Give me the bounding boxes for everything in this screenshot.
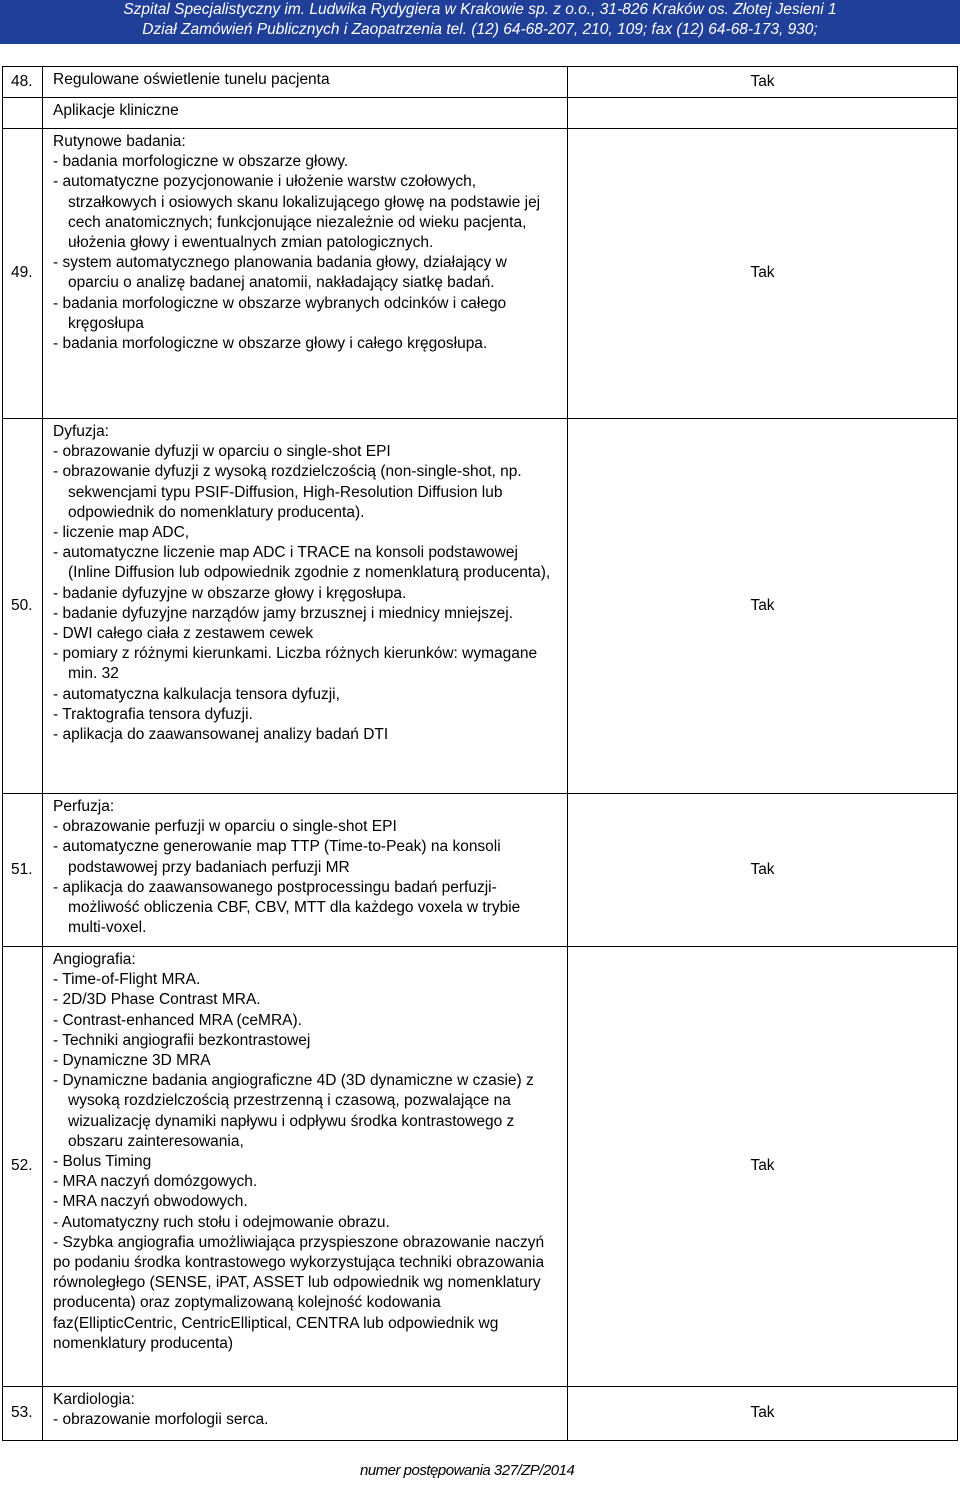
table-row xyxy=(3,947,958,1387)
row-number: 48. xyxy=(3,67,43,98)
row-value: Tak xyxy=(568,129,958,419)
list-item: - badanie dyfuzyjne narządów jamy brzusznej i miednicy mniejszej. xyxy=(53,604,514,622)
row-value: Tak xyxy=(568,947,958,1387)
header-line-2: Dział Zamówień Publicznych i Zaopatrzenia tel. (12) 64-68-207, 210, 109; fax (12) 64-68-173, 930; xyxy=(142,21,818,38)
list-item: - system automatycznego planowania badania głowy, działający w oparciu o analizę badanej anatomii, nakładający siatkę badań. xyxy=(53,254,507,292)
row-value: Tak xyxy=(568,67,958,98)
list-item: - Contrast-enhanced MRA (ceMRA). xyxy=(53,1011,302,1029)
row-value: Tak xyxy=(568,419,958,794)
table-row xyxy=(3,419,958,794)
row-description: Regulowane oświetlenie tunelu pacjenta xyxy=(53,71,330,88)
row-value: Tak xyxy=(568,1387,958,1441)
list-item: - Dynamiczne 3D MRA xyxy=(53,1052,211,1070)
row-number: 51. xyxy=(3,794,43,947)
list-item: - DWI całego ciała z zestawem cewek xyxy=(53,625,314,643)
list-item: - automatyczne liczenie map ADC i TRACE na konsoli podstawowej (Inline Diffusion lub odpowiednik zgodnie z nomenklaturą producenta), xyxy=(53,544,551,582)
footer-text: numer postępowania 327/ZP/2014 xyxy=(360,1462,575,1479)
row-title: Perfuzja: xyxy=(53,798,115,815)
row-description xyxy=(43,1387,567,1434)
section-heading: Aplikacje kliniczne xyxy=(53,102,179,119)
table-row xyxy=(3,98,958,129)
list-item: - Bolus Timing xyxy=(53,1153,152,1171)
row-title: Angiografia: xyxy=(53,951,136,968)
list-item: - badania morfologiczne w obszarze głowy. xyxy=(53,153,349,171)
list-item: - Time-of-Flight MRA. xyxy=(53,971,201,989)
row-description xyxy=(43,419,567,749)
table-row xyxy=(3,1387,958,1441)
list-item: - aplikacja do zaawansowanej analizy badań DTI xyxy=(53,726,389,744)
table-row xyxy=(3,129,958,419)
list-item: - obrazowanie perfuzji w oparciu o single-shot EPI xyxy=(53,818,397,836)
table-row xyxy=(3,67,958,98)
list-item: - Traktografia tensora dyfuzji. xyxy=(53,705,253,723)
row-number: 52. xyxy=(3,947,43,1387)
list-item: - obrazowanie morfologii serca. xyxy=(53,1411,269,1429)
header-line-1: Szpital Specjalistyczny im. Ludwika Rydygiera w Krakowie sp. z o.o., 31-826 Kraków os. Złotej Jesieni 1 xyxy=(123,1,837,18)
list-item: - pomiary z różnymi kierunkami. Liczba różnych kierunków: wymagane min. 32 xyxy=(53,645,538,683)
row-number: 50. xyxy=(3,419,43,794)
row-description xyxy=(43,947,567,1358)
list-item: - MRA naczyń obwodowych. xyxy=(53,1193,248,1211)
row-title: Rutynowe badania: xyxy=(53,133,186,150)
table-row xyxy=(3,794,958,947)
document-header xyxy=(0,0,960,44)
list-item: - obrazowanie dyfuzji w oparciu o single-shot EPI xyxy=(53,443,391,461)
list-item: - badania morfologiczne w obszarze głowy i całego kręgosłupa. xyxy=(53,335,488,353)
specification-table xyxy=(2,66,958,1441)
list-item: - Automatyczny ruch stołu i odejmowanie obrazu. xyxy=(53,1213,390,1231)
list-item: - MRA naczyń domózgowych. xyxy=(53,1173,258,1191)
list-item: - aplikacja do zaawansowanego postprocessingu badań perfuzji- możliwość obliczenia CBF, CBV, MTT dla każdego voxela w trybie multi-voxel. xyxy=(53,878,521,937)
list-item: - liczenie map ADC, xyxy=(53,524,190,542)
list-item: - Techniki angiografii bezkontrastowej xyxy=(53,1031,311,1049)
list-item: - badanie dyfuzyjne w obszarze głowy i kręgosłupa. xyxy=(53,584,407,602)
row-title: Dyfuzja: xyxy=(53,423,109,440)
row-title: Kardiologia: xyxy=(53,1391,135,1408)
list-item: - automatyczne generowanie map TTP (Time-to-Peak) na konsoli podstawowej przy badaniach perfuzji MR xyxy=(53,838,501,876)
row-description xyxy=(43,794,567,942)
list-item: - obrazowanie dyfuzji z wysoką rozdzielczością (non-single-shot, np. sekwencjami typu PSIF-Diffusion, High-Resolution Diffusion lub odpowiednik do nomenklatury producenta). xyxy=(53,463,522,521)
list-item: - Dynamiczne badania angiograficzne 4D (3D dynamiczne w czasie) z wysoką rozdzielczością przestrzenną i czasową, pozwalające na wizualizację dynamiki napływu i odpływu środka kontrastowego z obszaru zainteresowania, xyxy=(53,1072,534,1150)
list-item: - automatyczne pozycjonowanie i ułożenie warstw czołowych, strzałkowych i osiowych skanu lokalizującego głowę na podstawie jej cech anatomicznych; funkcjonujące niezależnie od wieku pacjenta, ułożenia głowy i ewentualnych zmian patologicznych. xyxy=(53,173,541,252)
list-item: - badania morfologiczne w obszarze wybranych odcinków i całego kręgosłupa xyxy=(53,294,507,332)
row-number: 49. xyxy=(3,129,43,419)
row-value: Tak xyxy=(568,794,958,947)
list-item: - automatyczna kalkulacja tensora dyfuzji, xyxy=(53,685,340,703)
list-item: - 2D/3D Phase Contrast MRA. xyxy=(53,991,261,1009)
row-number: 53. xyxy=(3,1387,43,1441)
list-item: - Szybka angiografia umożliwiająca przyspieszone obrazowanie naczyń po podaniu środka kontrastowego wykorzystująca techniki obrazowania równoległego (SENSE, iPAT, ASSET lub odpowiednik wg nomenklatury producenta) oraz zoptymalizowaną kolejność kodowania faz(EllipticCentric, CentricElliptical, CENTRA lub odpowiednik wg nomenklatury producenta) xyxy=(53,1233,545,1352)
row-description xyxy=(43,129,567,358)
